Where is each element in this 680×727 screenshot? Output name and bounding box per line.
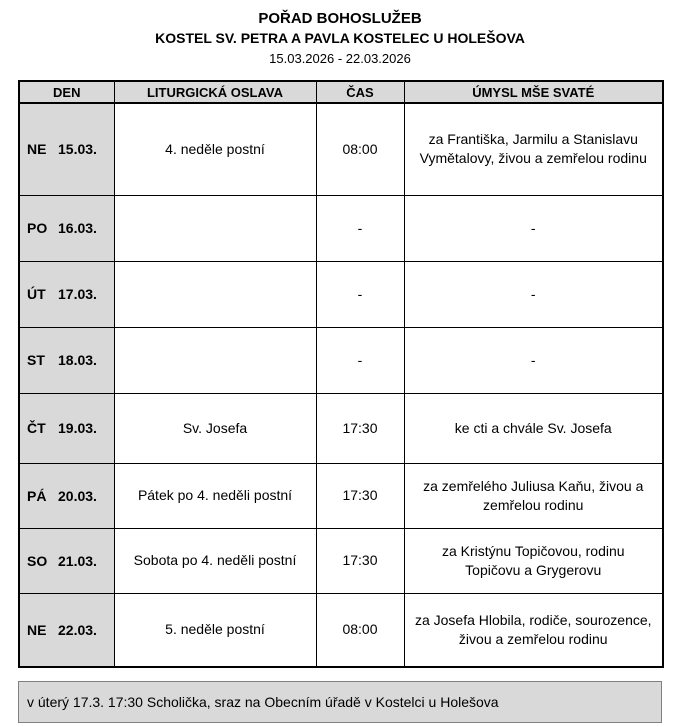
intention-cell: - bbox=[404, 327, 663, 393]
day-date: 16.03. bbox=[58, 220, 97, 237]
table-row bbox=[19, 528, 663, 593]
column-header-time: ČAS bbox=[316, 81, 404, 103]
time-cell: - bbox=[316, 261, 404, 327]
time-cell: 08:00 bbox=[316, 593, 404, 667]
intention-cell: za Kristýnu Topičovou, rodinu Topičovu a Grygerovu bbox=[404, 528, 663, 593]
document-header bbox=[18, 8, 662, 68]
day-abbrev: NE bbox=[27, 621, 47, 638]
intention-cell: ke cti a chvále Sv. Josefa bbox=[404, 393, 663, 463]
celebration-cell bbox=[114, 261, 316, 327]
time-cell: 17:30 bbox=[316, 463, 404, 528]
celebration-cell: 5. neděle postní bbox=[114, 593, 316, 667]
table-row bbox=[19, 103, 663, 195]
celebration-cell bbox=[114, 195, 316, 261]
day-cell bbox=[19, 528, 114, 593]
intention-cell: - bbox=[404, 261, 663, 327]
celebration-cell: 4. neděle postní bbox=[114, 103, 316, 195]
table-row bbox=[19, 463, 663, 528]
day-cell bbox=[19, 393, 114, 463]
celebration-cell bbox=[114, 327, 316, 393]
time-cell: - bbox=[316, 195, 404, 261]
time-cell: 08:00 bbox=[316, 103, 404, 195]
table-row bbox=[19, 393, 663, 463]
time-cell: - bbox=[316, 327, 404, 393]
day-cell bbox=[19, 327, 114, 393]
time-cell: 17:30 bbox=[316, 528, 404, 593]
intention-cell: za Františka, Jarmilu a Stanislavu Vymětalovy, živou a zemřelou rodinu bbox=[404, 103, 663, 195]
day-date: 21.03. bbox=[58, 552, 97, 569]
time-cell: 17:30 bbox=[316, 393, 404, 463]
table-row bbox=[19, 261, 663, 327]
celebration-cell: Sv. Josefa bbox=[114, 393, 316, 463]
intention-cell: za Josefa Hlobila, rodiče, sourozence, živou a zemřelou rodinu bbox=[404, 593, 663, 667]
day-abbrev: ČT bbox=[27, 420, 46, 437]
footer-note: v úterý 17.3. 17:30 Scholička, sraz na Obecním úřadě v Kostelci u Holešova bbox=[18, 681, 662, 723]
day-cell bbox=[19, 463, 114, 528]
celebration-cell: Sobota po 4. neděli postní bbox=[114, 528, 316, 593]
day-abbrev: PÁ bbox=[27, 487, 47, 504]
intention-cell: - bbox=[404, 195, 663, 261]
day-date: 22.03. bbox=[58, 621, 97, 638]
table-row bbox=[19, 593, 663, 667]
table-header-row bbox=[19, 81, 663, 103]
column-header-intention: ÚMYSL MŠE SVATÉ bbox=[404, 81, 663, 103]
column-header-day: DEN bbox=[19, 81, 114, 103]
day-abbrev: PO bbox=[27, 220, 48, 237]
page-title: POŘAD BOHOSLUŽEB bbox=[258, 10, 422, 27]
date-range: 15.03.2026 - 22.03.2026 bbox=[269, 50, 411, 66]
day-cell bbox=[19, 593, 114, 667]
table-row bbox=[19, 195, 663, 261]
table-row bbox=[19, 327, 663, 393]
day-abbrev: SO bbox=[27, 552, 48, 569]
day-date: 19.03. bbox=[58, 420, 97, 437]
day-date: 18.03. bbox=[58, 352, 97, 369]
column-header-celebration: LITURGICKÁ OSLAVA bbox=[114, 81, 316, 103]
day-abbrev: ÚT bbox=[27, 286, 46, 303]
church-name: KOSTEL SV. PETRA A PAVLA KOSTELEC U HOLEŠOVA bbox=[155, 30, 525, 46]
intention-cell: za zemřelého Juliusa Kaňu, živou a zemřelou rodinu bbox=[404, 463, 663, 528]
day-cell bbox=[19, 195, 114, 261]
day-abbrev: NE bbox=[27, 141, 47, 158]
day-date: 15.03. bbox=[58, 141, 97, 158]
day-cell bbox=[19, 103, 114, 195]
schedule-table bbox=[18, 80, 664, 668]
celebration-cell: Pátek po 4. neděli postní bbox=[114, 463, 316, 528]
day-cell bbox=[19, 261, 114, 327]
day-date: 20.03. bbox=[58, 487, 97, 504]
day-abbrev: ST bbox=[27, 352, 45, 369]
day-date: 17.03. bbox=[58, 286, 97, 303]
